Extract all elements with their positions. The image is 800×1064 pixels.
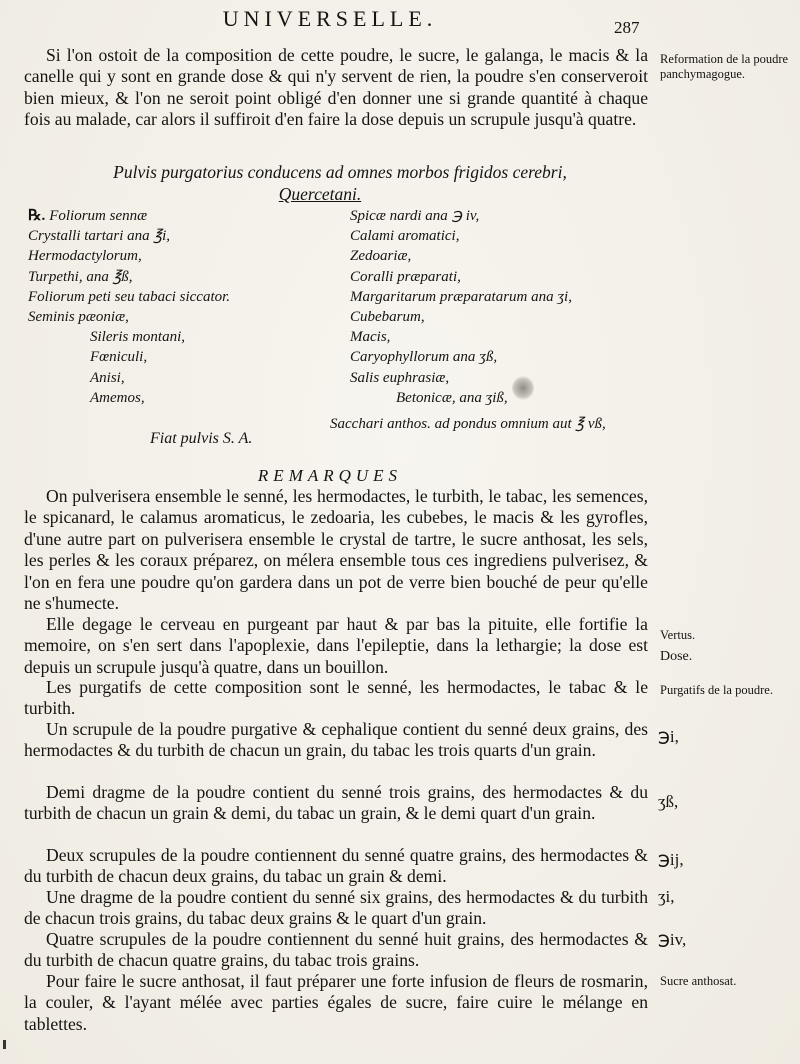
ingredient-item: Zedoariæ, — [350, 248, 412, 265]
ingredient-item: Turpethi, ana ℥ß, — [28, 268, 133, 285]
margin-symbol-scruple-iv: ℈iv, — [658, 930, 687, 949]
ingredient-item: ℞. Foliorum sennæ — [28, 208, 148, 224]
remarque-paragraph: Un scrupule de la poudre purgative & cephalique contient du senné deux grains, des hermodactes & du turbith de chacun un grain, du tabac les trois quarts d'un grain. — [24, 719, 648, 761]
intro-paragraph: Si l'on ostoit de la composition de cette poudre, le sucre, le galanga, le macis & la canelle qui y sont en grande dose & qui n'y servent de rien, la poudre s'en conserveroit bien mieux, & l'on ne seroit point obligé d'en donner une si grande quantité à chaque fois au malade, car alors il suffiroit d'en faire la dose depuis un scrupule jusqu'à quatre. — [24, 45, 648, 130]
recipe-author: Quercetani. — [278, 184, 362, 204]
ingredient-item: Coralli præparati, — [350, 268, 461, 285]
margin-symbol-drachm-half: ʒß, — [658, 792, 679, 811]
margin-note-dose: Dose. — [660, 649, 693, 664]
margin-symbol-drachm-i: ʒi, — [658, 887, 675, 906]
ingredients-left-column — [28, 206, 328, 408]
remarque-paragraph: Quatre scrupules de la poudre contiennent du senné huit grains, des hermodactes & du turbith de chacun quatre grains, du tabac trois grains. — [24, 929, 648, 971]
remarque-paragraph: On pulverisera ensemble le senné, les hermodactes, le turbith, le tabac, les semences, le spicanard, le calamus aromaticus, le zedoaria, les cubebes, le macis & les gyrofles, d'une autre part on pulverisera ensemble le crystal de tartre, le sucre anthosat, les sels, les perles & les coraux préparez, on mélera ensemble tous ces ingrediens pulverisez, & l'on en fera une poudre qu'on gardera dans un pot de verre bien bouché de peur qu'elle ne s'humecte. — [24, 486, 648, 614]
ingredient-item: Foliorum peti seu tabaci siccator. — [28, 288, 231, 305]
recipe-instruction: Fiat pulvis S. A. — [150, 430, 253, 447]
ingredients-right-column — [350, 206, 650, 408]
margin-symbol-scruple-i: ℈i, — [658, 727, 679, 746]
margin-note-vertus: Vertus. — [660, 628, 696, 642]
recipe-title: Pulvis purgatorius conducens ad omnes morbos frigidos cerebri, — [113, 162, 567, 182]
ingredient-item: Margaritarum præparatarum ana ʒi, — [350, 288, 572, 305]
margin-symbol-scruple-ii: ℈ij, — [658, 850, 684, 869]
ingredient-item: Betonicæ, ana ʒiß, — [396, 389, 508, 406]
ingredient-item: Anisi, — [90, 369, 125, 386]
binding-mark — [3, 1040, 6, 1049]
ingredient-item: Spicæ nardi ana ℈ iv, — [350, 208, 480, 224]
ingredient-item: Seminis pæoniæ, — [28, 308, 129, 325]
ingredient-item: Fœniculi, — [90, 349, 148, 366]
ingredient-item: Caryophyllorum ana ʒß, — [350, 349, 498, 366]
ingredient-item: Calami aromatici, — [350, 228, 460, 245]
remarque-paragraph: Elle degage le cerveau en purgeant par haut & par bas la pituite, elle fortifie la memoire, on s'en sert dans l'apoplexie, dans l'epileptie, dans la lethargie; la dose est depuis un scrupule jusqu'à quatre, dans un bouillon. — [24, 614, 648, 677]
running-title: UNIVERSELLE. — [222, 6, 438, 31]
remarque-paragraph: Une dragme de la poudre contient du senné six grains, des hermodactes & du turbith de chacun trois grains, du tabac deux grains & le quart d'un grain. — [24, 887, 648, 929]
ink-stain — [512, 376, 534, 400]
ingredient-item: Sileris montani, — [90, 329, 186, 346]
remarque-paragraph: Pour faire le sucre anthosat, il faut préparer une forte infusion de fleurs de rosmarin, la couler, & l'ayant mélée avec parties égales de sucre, faire cuire le mélange en tablettes. — [24, 971, 648, 1034]
margin-note-reformation: Reformation de la poudre panchymagogue. — [660, 52, 789, 81]
remarque-paragraph: Les purgatifs de cette composition sont le senné, les hermodactes, le tabac & le turbith. — [24, 677, 648, 719]
ingredient-item: Hermodactylorum, — [28, 248, 142, 265]
remarque-paragraph: Deux scrupules de la poudre contiennent du senné quatre grains, des hermodactes & du turbith de chacun deux grains, du tabac un grain & demi. — [24, 845, 648, 887]
remarques-heading: REMARQUES — [257, 466, 403, 485]
remarque-paragraph: Demi dragme de la poudre contient du senné trois grains, des hermodactes & du turbith de chacun un grain & demi, du tabac un grain, & le demi quart d'un grain. — [24, 782, 648, 824]
margin-note-sucre: Sucre anthosat. — [660, 974, 737, 988]
ingredient-item: Cubebarum, — [350, 308, 425, 325]
ingredient-item: Macis, — [350, 329, 391, 346]
ingredient-item: Crystalli tartari ana ℥i, — [28, 228, 171, 245]
recipe-symbol: ℞. — [28, 208, 46, 224]
margin-note-purgatifs: Purgatifs de la poudre. — [660, 683, 773, 697]
page-number: 287 — [614, 18, 640, 37]
ingredient-item: Amemos, — [90, 389, 145, 406]
ingredient-sacchari: Sacchari anthos. ad pondus omnium aut ℥ vß, — [330, 416, 606, 432]
ingredient-item: Salis euphrasiæ, — [350, 369, 450, 386]
